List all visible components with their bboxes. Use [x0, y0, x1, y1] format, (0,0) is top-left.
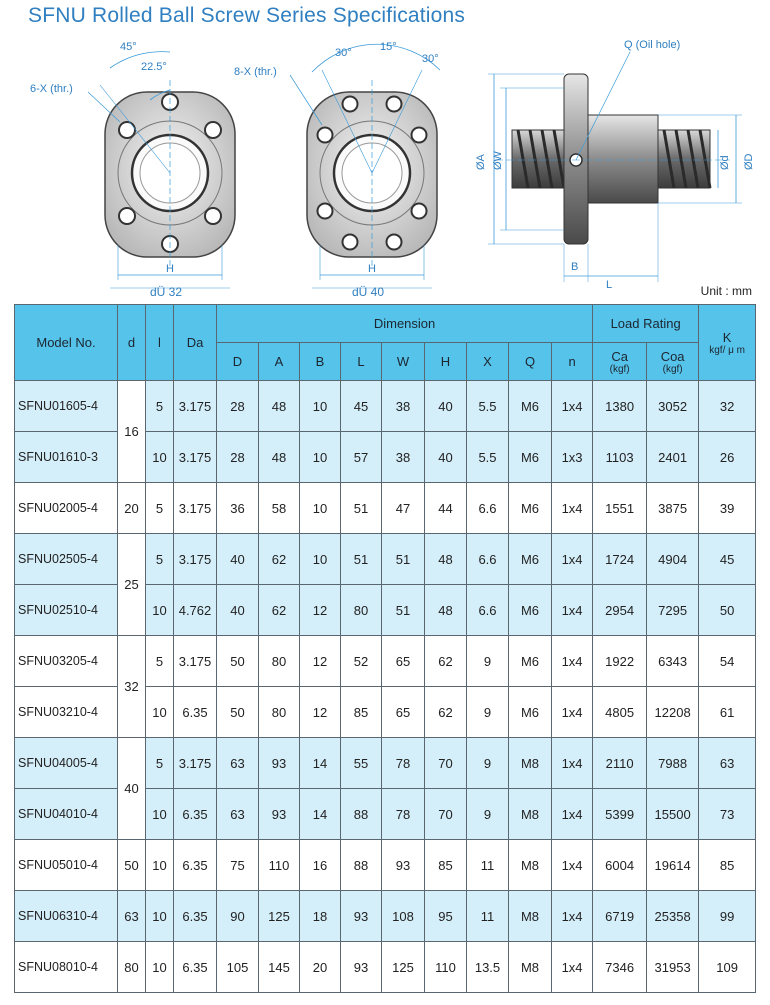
cell-h: 44	[425, 483, 467, 534]
cell-a: 58	[259, 483, 300, 534]
cell-h: 85	[425, 840, 467, 891]
cell-a: 125	[259, 891, 300, 942]
cell-l: 10	[146, 585, 174, 636]
cell-a: 145	[259, 942, 300, 993]
cell-k: 109	[699, 942, 756, 993]
cell-k: 32	[699, 381, 756, 432]
cell-da: 3.175	[174, 483, 217, 534]
cell-w: 38	[382, 432, 425, 483]
cell-l: 10	[146, 942, 174, 993]
cell-n: 1x4	[552, 891, 593, 942]
left-holes-label: 6-X (thr.)	[30, 83, 73, 95]
cell-model: SFNU04005-4	[15, 738, 118, 789]
cell-q: M6	[509, 687, 552, 738]
cell-x: 11	[467, 891, 509, 942]
cell-w: 65	[382, 636, 425, 687]
cell-b: 14	[300, 738, 341, 789]
cell-b: 10	[300, 534, 341, 585]
header-model: Model No.	[15, 305, 118, 381]
header-dimension: Dimension	[217, 305, 593, 343]
dim-w-label: ØW	[492, 151, 504, 170]
cell-da: 6.35	[174, 942, 217, 993]
cell-a: 48	[259, 381, 300, 432]
header-dim: B	[300, 343, 341, 381]
cell-d: 28	[217, 432, 259, 483]
cell-ca: 2110	[593, 738, 647, 789]
cell-l: 5	[146, 483, 174, 534]
table-row	[15, 534, 756, 585]
header-dim: A	[259, 343, 300, 381]
header-coa	[647, 343, 699, 381]
cell-n: 1x4	[552, 585, 593, 636]
flange-view-6-holes	[30, 41, 235, 299]
cell-b: 18	[300, 891, 341, 942]
cell-l: 45	[341, 381, 382, 432]
cell-l: 51	[341, 483, 382, 534]
cell-b: 12	[300, 585, 341, 636]
dim-d-large-label: ØD	[743, 153, 755, 170]
cell-n: 1x4	[552, 942, 593, 993]
cell-q: M8	[509, 738, 552, 789]
cell-da: 6.35	[174, 687, 217, 738]
table-row	[15, 891, 756, 942]
cell-l: 10	[146, 840, 174, 891]
cell-l: 93	[341, 942, 382, 993]
cell-x: 9	[467, 738, 509, 789]
cell-b: 10	[300, 483, 341, 534]
cell-da: 6.35	[174, 891, 217, 942]
cell-l: 80	[341, 585, 382, 636]
cell-x: 9	[467, 636, 509, 687]
middle-caption: dÜ 40	[352, 285, 385, 299]
cell-n: 1x4	[552, 738, 593, 789]
header-ca-label: Ca	[611, 348, 628, 364]
dim-a-label: ØA	[475, 154, 487, 170]
cell-l: 10	[146, 891, 174, 942]
cell-b: 14	[300, 789, 341, 840]
cell-w: 51	[382, 534, 425, 585]
cell-ca: 1922	[593, 636, 647, 687]
cell-q: M8	[509, 789, 552, 840]
cell-x: 6.6	[467, 585, 509, 636]
cell-b: 10	[300, 381, 341, 432]
cell-ca: 1551	[593, 483, 647, 534]
header-coa-label: Coa	[660, 348, 685, 364]
header-dim: n	[552, 343, 593, 381]
cell-coa: 15500	[647, 789, 699, 840]
header-dim: D	[217, 343, 259, 381]
cell-l: 5	[146, 738, 174, 789]
cell-h: 48	[425, 585, 467, 636]
cell-ca: 1724	[593, 534, 647, 585]
cell-model: SFNU04010-4	[15, 789, 118, 840]
cell-d: 50	[217, 636, 259, 687]
cell-k: 45	[699, 534, 756, 585]
cell-d: 80	[118, 942, 146, 993]
cell-d: 40	[217, 585, 259, 636]
cell-b: 10	[300, 432, 341, 483]
cell-n: 1x4	[552, 840, 593, 891]
cell-model: SFNU03205-4	[15, 636, 118, 687]
dim-d-small-label: Ød	[719, 155, 731, 170]
table-row	[15, 381, 756, 432]
cell-w: 65	[382, 687, 425, 738]
cell-a: 80	[259, 636, 300, 687]
cell-x: 5.5	[467, 381, 509, 432]
cell-l: 5	[146, 381, 174, 432]
cell-d: 50	[217, 687, 259, 738]
cell-b: 12	[300, 636, 341, 687]
header-da: Da	[174, 305, 217, 381]
cell-d: 36	[217, 483, 259, 534]
technical-drawing	[0, 30, 770, 300]
cell-d: 16	[118, 381, 146, 483]
cell-ca: 6004	[593, 840, 647, 891]
left-width-label: H	[166, 263, 174, 275]
cell-k: 54	[699, 636, 756, 687]
cell-model: SFNU08010-4	[15, 942, 118, 993]
cell-l: 52	[341, 636, 382, 687]
cell-l: 55	[341, 738, 382, 789]
cell-w: 78	[382, 789, 425, 840]
cell-d: 90	[217, 891, 259, 942]
cell-coa: 2401	[647, 432, 699, 483]
header-ca	[593, 343, 647, 381]
cell-d: 50	[118, 840, 146, 891]
cell-k: 39	[699, 483, 756, 534]
cell-w: 108	[382, 891, 425, 942]
cell-q: M6	[509, 381, 552, 432]
header-k-unit: kgf/ μ m	[709, 344, 746, 356]
cell-coa: 3875	[647, 483, 699, 534]
cell-l: 57	[341, 432, 382, 483]
cell-q: M8	[509, 891, 552, 942]
cell-model: SFNU01605-4	[15, 381, 118, 432]
cell-da: 3.175	[174, 636, 217, 687]
flange-view-8-holes	[234, 41, 440, 299]
cell-h: 110	[425, 942, 467, 993]
header-dim: Q	[509, 343, 552, 381]
header-dim: X	[467, 343, 509, 381]
cell-ca: 1103	[593, 432, 647, 483]
cell-x: 6.6	[467, 483, 509, 534]
header-load-rating: Load Rating	[593, 305, 699, 343]
cell-model: SFNU02510-4	[15, 585, 118, 636]
cell-coa: 31953	[647, 942, 699, 993]
header-ca-unit: (kgf)	[609, 363, 630, 375]
cell-coa: 12208	[647, 687, 699, 738]
cell-n: 1x4	[552, 483, 593, 534]
cell-l: 88	[341, 840, 382, 891]
cell-k: 26	[699, 432, 756, 483]
cell-w: 51	[382, 585, 425, 636]
cell-h: 48	[425, 534, 467, 585]
header-dim: L	[341, 343, 382, 381]
cell-da: 6.35	[174, 840, 217, 891]
cell-n: 1x3	[552, 432, 593, 483]
cell-n: 1x4	[552, 381, 593, 432]
cell-model: SFNU03210-4	[15, 687, 118, 738]
cell-a: 80	[259, 687, 300, 738]
cell-da: 3.175	[174, 738, 217, 789]
header-l: l	[146, 305, 174, 381]
cell-h: 62	[425, 636, 467, 687]
cell-w: 38	[382, 381, 425, 432]
table-row	[15, 483, 756, 534]
middle-angle-a: 30°	[335, 47, 352, 59]
cell-h: 62	[425, 687, 467, 738]
cell-n: 1x4	[552, 534, 593, 585]
cell-d: 40	[217, 534, 259, 585]
cell-d: 25	[118, 534, 146, 636]
cell-q: M6	[509, 585, 552, 636]
table-body	[15, 381, 756, 993]
cell-l: 5	[146, 636, 174, 687]
cell-b: 12	[300, 687, 341, 738]
cell-l: 85	[341, 687, 382, 738]
cell-n: 1x4	[552, 636, 593, 687]
cell-k: 63	[699, 738, 756, 789]
cell-l: 51	[341, 534, 382, 585]
unit-label: Unit : mm	[700, 284, 752, 298]
cell-x: 13.5	[467, 942, 509, 993]
cell-x: 9	[467, 687, 509, 738]
cell-da: 3.175	[174, 534, 217, 585]
header-k-symbol: K	[722, 329, 732, 345]
table-row	[15, 942, 756, 993]
cell-h: 70	[425, 789, 467, 840]
cell-d: 63	[118, 891, 146, 942]
middle-holes-label: 8-X (thr.)	[234, 66, 277, 78]
cell-coa: 3052	[647, 381, 699, 432]
cell-h: 40	[425, 381, 467, 432]
cell-da: 4.762	[174, 585, 217, 636]
cell-ca: 6719	[593, 891, 647, 942]
cell-q: M6	[509, 432, 552, 483]
cell-l: 93	[341, 891, 382, 942]
cell-a: 93	[259, 789, 300, 840]
cell-a: 110	[259, 840, 300, 891]
cell-model: SFNU02005-4	[15, 483, 118, 534]
page-title: SFNU Rolled Ball Screw Series Specifications	[28, 4, 466, 27]
cell-w: 47	[382, 483, 425, 534]
header-dim: W	[382, 343, 425, 381]
cell-d: 28	[217, 381, 259, 432]
cell-ca: 4805	[593, 687, 647, 738]
cell-ca: 2954	[593, 585, 647, 636]
cell-b: 16	[300, 840, 341, 891]
header-k	[699, 305, 756, 381]
cell-coa: 4904	[647, 534, 699, 585]
cell-d: 63	[217, 738, 259, 789]
cell-k: 61	[699, 687, 756, 738]
nut-side-view	[475, 39, 755, 291]
cell-a: 62	[259, 585, 300, 636]
cell-q: M6	[509, 636, 552, 687]
middle-angle-c: 30°	[422, 53, 439, 65]
cell-l: 88	[341, 789, 382, 840]
cell-da: 6.35	[174, 789, 217, 840]
oil-hole-label: Q (Oil hole)	[624, 39, 681, 51]
cell-d: 63	[217, 789, 259, 840]
left-angle-outer: 45°	[120, 41, 137, 53]
table-row	[15, 840, 756, 891]
cell-n: 1x4	[552, 789, 593, 840]
cell-model: SFNU02505-4	[15, 534, 118, 585]
cell-da: 3.175	[174, 381, 217, 432]
cell-model: SFNU05010-4	[15, 840, 118, 891]
specifications-table	[14, 304, 756, 993]
middle-angle-b: 15°	[380, 41, 397, 53]
cell-x: 5.5	[467, 432, 509, 483]
cell-l: 10	[146, 687, 174, 738]
header-dim: H	[425, 343, 467, 381]
cell-d: 105	[217, 942, 259, 993]
cell-q: M6	[509, 534, 552, 585]
cell-d: 40	[118, 738, 146, 840]
cell-k: 73	[699, 789, 756, 840]
cell-h: 95	[425, 891, 467, 942]
dim-b-label: B	[571, 261, 579, 273]
cell-model: SFNU06310-4	[15, 891, 118, 942]
cell-k: 50	[699, 585, 756, 636]
cell-coa: 7988	[647, 738, 699, 789]
cell-model: SFNU01610-3	[15, 432, 118, 483]
cell-l: 10	[146, 789, 174, 840]
left-angle-inner: 22.5°	[141, 61, 167, 73]
cell-k: 85	[699, 840, 756, 891]
cell-x: 6.6	[467, 534, 509, 585]
cell-l: 10	[146, 432, 174, 483]
cell-coa: 19614	[647, 840, 699, 891]
cell-coa: 7295	[647, 585, 699, 636]
cell-w: 125	[382, 942, 425, 993]
header-coa-unit: (kgf)	[662, 363, 683, 375]
cell-d: 20	[118, 483, 146, 534]
table-row	[15, 738, 756, 789]
left-caption: dÜ 32	[150, 285, 183, 299]
cell-a: 48	[259, 432, 300, 483]
cell-l: 5	[146, 534, 174, 585]
cell-q: M8	[509, 942, 552, 993]
cell-ca: 7346	[593, 942, 647, 993]
cell-w: 78	[382, 738, 425, 789]
cell-ca: 1380	[593, 381, 647, 432]
middle-width-label: H	[368, 263, 376, 275]
cell-x: 11	[467, 840, 509, 891]
cell-w: 93	[382, 840, 425, 891]
cell-x: 9	[467, 789, 509, 840]
dim-l-label: L	[606, 279, 613, 291]
cell-coa: 6343	[647, 636, 699, 687]
cell-q: M6	[509, 483, 552, 534]
cell-a: 93	[259, 738, 300, 789]
cell-d: 32	[118, 636, 146, 738]
cell-k: 99	[699, 891, 756, 942]
table-row	[15, 636, 756, 687]
cell-q: M8	[509, 840, 552, 891]
cell-a: 62	[259, 534, 300, 585]
cell-coa: 25358	[647, 891, 699, 942]
cell-h: 40	[425, 432, 467, 483]
cell-n: 1x4	[552, 687, 593, 738]
cell-ca: 5399	[593, 789, 647, 840]
cell-h: 70	[425, 738, 467, 789]
header-d: d	[118, 305, 146, 381]
cell-da: 3.175	[174, 432, 217, 483]
cell-b: 20	[300, 942, 341, 993]
cell-d: 75	[217, 840, 259, 891]
